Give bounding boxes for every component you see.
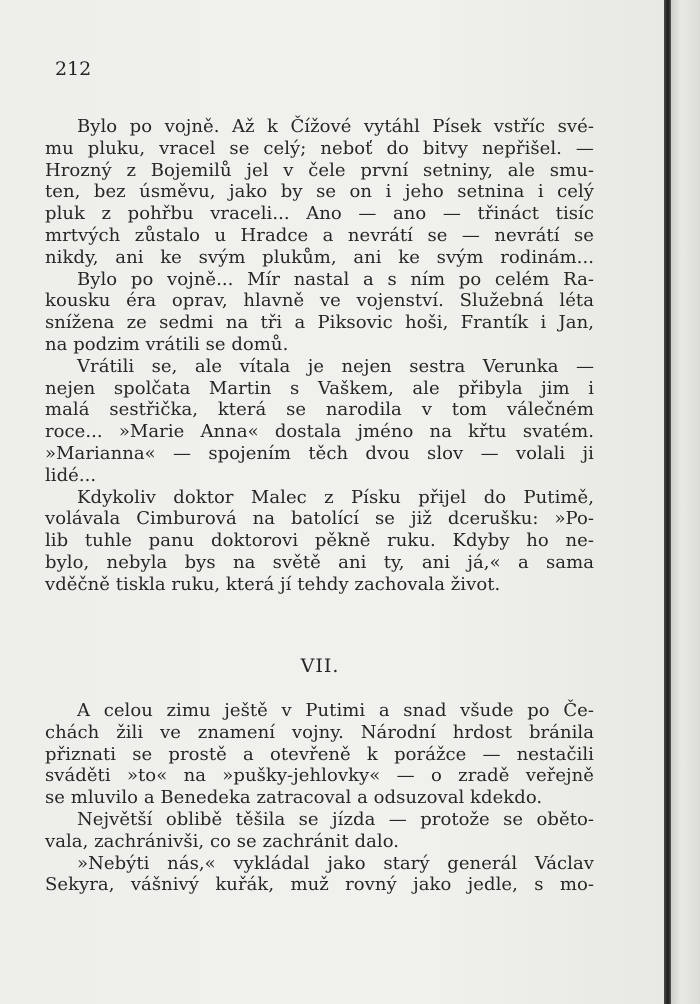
text-line: Největší oblibě těšila se jízda — protože se oběto- — [77, 808, 594, 830]
text-line: Hrozný z Bojemilů jel v čele první setniny, ale smu- — [45, 159, 594, 181]
text-block-before-chapter — [45, 116, 594, 596]
book-spine-shadow — [664, 0, 671, 1004]
text-line: mu pluku, vracel se celý; neboť do bitvy nepřišel. — — [45, 137, 594, 159]
text-line: Sekyra, vášnivý kuřák, muž rovný jako jedle, s mo- — [45, 874, 594, 896]
text-line: pluk z pohřbu vraceli... Ano — ano — třináct tisíc — [45, 203, 594, 225]
text-line: nejen spolčata Martin s Vaškem, ale přibyla jim i — [45, 377, 594, 399]
text-line: bylo, nebyla bys na světě ani ty, ani já,« a sama — [45, 551, 594, 573]
text-line: chách žili ve znamení vojny. Národní hrdost bránila — [45, 721, 594, 743]
text-line: Kdykoliv doktor Malec z Písku přijel do Putimě, — [77, 486, 594, 508]
text-block-after-chapter — [45, 700, 594, 896]
text-line: ten, bez úsměvu, jako by se on i jeho setnina i celý — [45, 181, 594, 203]
text-line: »Nebýti nás,« vykládal jako starý generál Václav — [77, 852, 594, 874]
text-line: mrtvých zůstalo u Hradce a nevrátí se — nevrátí se — [45, 224, 594, 246]
text-line: roce... »Marie Anna« dostala jméno na křtu svatém. — [45, 421, 594, 443]
text-line: Bylo po vojně. Až k Čížové vytáhl Písek vstříc své- — [77, 116, 594, 137]
text-line: »Marianna« — spojením těch dvou slov — volali ji — [45, 442, 594, 464]
text-line: A celou zimu ještě v Putimi a snad všude po Če- — [77, 700, 594, 721]
text-line: se mluvilo a Benedeka zatracoval a odsuzoval kdekdo. — [45, 787, 543, 809]
text-line: Bylo po vojně... Mír nastal a s ním po celém Ra- — [77, 268, 594, 290]
text-line: malá sestřička, která se narodila v tom válečném — [45, 399, 594, 421]
text-line: Vrátili se, ale vítala je nejen sestra Verunka — — [77, 355, 594, 377]
text-line: nikdy, ani ke svým plukům, ani ke svým rodinám... — [45, 246, 594, 268]
text-line: lidé... — [45, 464, 97, 486]
text-line: přiznati se prostě a otevřeně k porážce — nestačili — [45, 743, 594, 765]
page-number: 212 — [55, 58, 92, 80]
text-line: sváděti »to« na »pušky-jehlovky« — o zradě veřejně — [45, 765, 594, 787]
text-line: kousku éra oprav, hlavně ve vojenství. Služebná léta — [45, 290, 594, 312]
text-line: vala, zachránivši, co se zachránit dalo. — [45, 830, 400, 852]
text-line: volávala Cimburová na batolící se již dcerušku: »Po- — [45, 508, 594, 530]
text-line: snížena ze sedmi na tři a Piksovic hoši, Frantík i Jan, — [45, 312, 594, 334]
text-line: vděčně tiskla ruku, která jí tehdy zachovala život. — [45, 573, 501, 595]
text-line: na podzim vrátili se domů. — [45, 333, 289, 355]
chapter-heading: VII. — [300, 655, 340, 677]
text-line: lib tuhle panu doktorovi pěkně ruku. Kdyby ho ne- — [45, 530, 594, 552]
next-page-edge — [671, 0, 700, 1004]
